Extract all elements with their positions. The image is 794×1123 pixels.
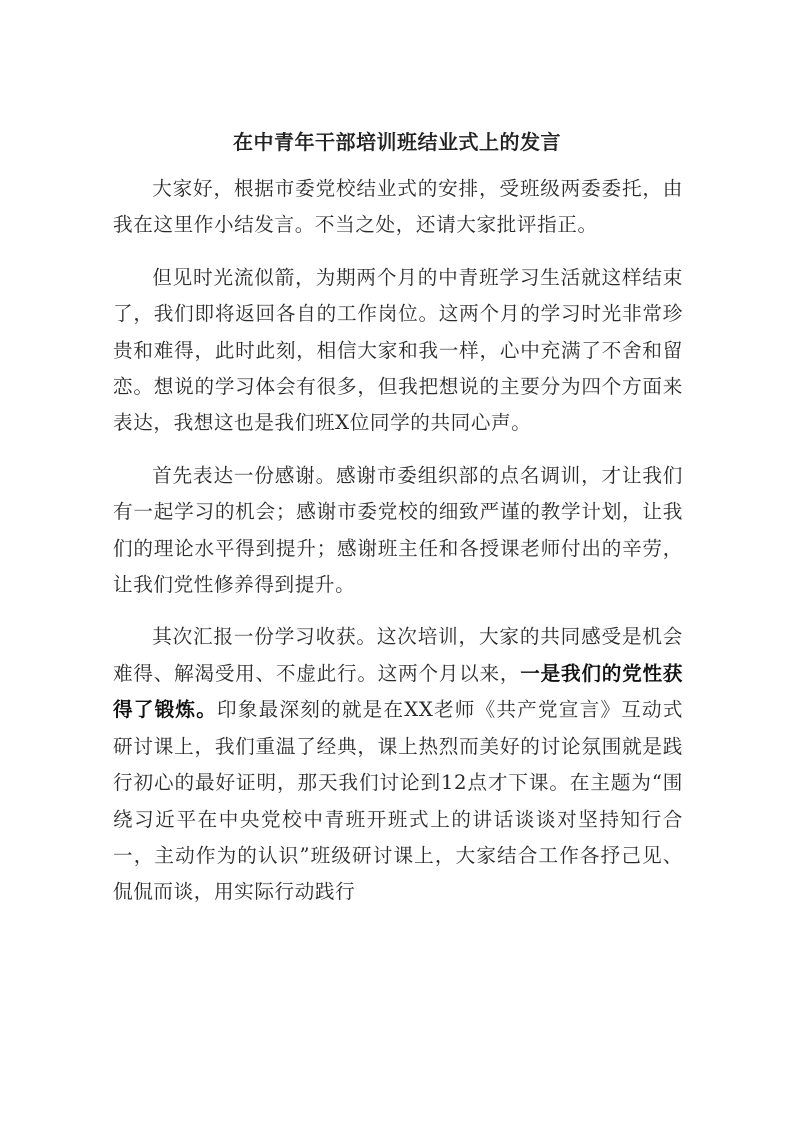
- document-title: 在中青年干部培训班结业式上的发言: [233, 130, 561, 154]
- paragraph-learning-gains-point-one: 一是我们的党性获得了锻炼。: [113, 661, 683, 722]
- paragraph-learning-gains-detail: 印象最深刻的就是在XX老师《共产党宣言》互动式研讨课上，我们重温了经典，课上热烈而美好的讨论氛围就是践行初心的最好证明，那天我们讨论到12点才下课。在主题为“围绕习近平在中央党校中青班开班式上的讲话谈谈对坚持知行合一，主动作为的认识”班级研讨课上，大家结合工作各抒己见、侃侃而谈，用实际行动践行: [113, 698, 684, 904]
- paragraph-thanks: 首先表达一份感谢。感谢市委组织部的点名调训，才让我们有一起学习的机会；感谢市委党校的细致严谨的教学计划，让我们的理论水平得到提升；感谢班主任和各授课老师付出的辛劳，让我们党性修养得到提升。: [113, 463, 683, 597]
- paragraph-learning-gains-intro: 其次汇报一份学习收获。这次培训，大家的共同感受是机会难得、解渴受用、不虚此行。这两个月以来，: [113, 625, 683, 685]
- document-body: [113, 171, 683, 927]
- paragraph-greeting: 大家好，根据市委党校结业式的安排，受班级两委委托，由我在这里作小结发言。不当之处，还请大家批评指正。: [113, 177, 683, 237]
- paragraph-time-flies: 但见时光流似箭，为期两个月的中青班学习生活就这样结束了，我们即将返回各自的工作岗位。这两个月的学习时光非常珍贵和难得，此时此刻，相信大家和我一样，心中充满了不舍和留恋。想说的学习体会有很多，但我把想说的主要分为四个方面来表达，我想这也是我们班X位同学的共同心声。: [113, 265, 683, 435]
- paragraph-learning-gains: [113, 619, 683, 910]
